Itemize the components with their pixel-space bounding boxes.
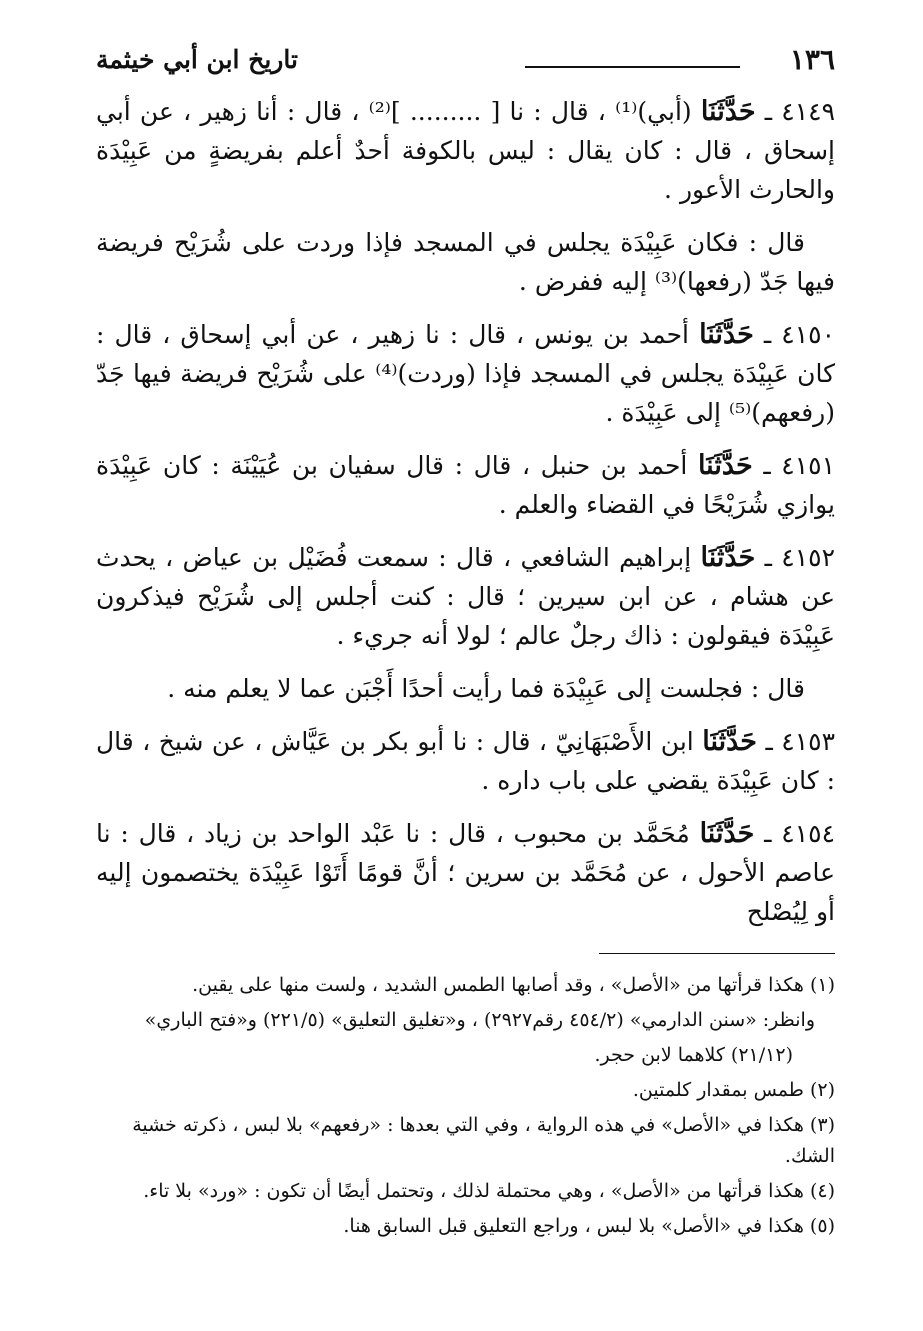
hadith-number: ٤١٥٢ xyxy=(781,543,835,572)
paragraph-text: ابن الأَصْبَهَانِيّ ، قال : نا أبو بكر بن عَيَّاش ، عن شيخ ، قال : كان عَبِيْدَة يقضي على باب داره . xyxy=(96,727,835,795)
number-dash: ـ xyxy=(755,97,782,126)
hadith-paragraph xyxy=(96,223,835,301)
number-dash: ـ xyxy=(753,320,782,349)
haddathana-keyword: حَدَّثَنَا xyxy=(699,818,755,849)
hadith-number: ٤١٥١ xyxy=(781,451,835,480)
footnote: وانظر: «سنن الدارمي» (٤٥٤/٢ رقم٢٩٢٧) ، و«تغليق التعليق» (٢٢١/٥) و«فتح الباري» xyxy=(144,1009,815,1031)
hadith-number: ٤١٥٠ xyxy=(781,320,835,349)
hadith-number: ٤١٥٣ xyxy=(781,727,835,756)
haddathana-keyword: حَدَّثَنَا xyxy=(702,726,757,757)
number-dash: ـ xyxy=(752,451,782,480)
page-number: ١٣٦ xyxy=(789,43,835,76)
hadith-paragraph xyxy=(96,538,835,655)
paragraph-text: إبراهيم الشافعي ، قال : سمعت فُضَيْل بن عياض ، يحدث عن هشام ، عن ابن سيرين ؛ قال : كنت أجلس إلى شُرَيْح فيذكرون عَبِيْدَة فيقولون : ذاك رجلٌ عالم ؛ لولا أنه جريء . xyxy=(96,543,835,650)
number-dash: ـ xyxy=(757,727,782,756)
haddathana-keyword: حَدَّثَنَا xyxy=(697,450,753,481)
paragraph-text: قال : فجلست إلى عَبِيْدَة فما رأيت أحدًا أَجْبَن عما لا يعلم منه . xyxy=(167,674,805,703)
footnote: (٢) طمس بمقدار كلمتين. xyxy=(632,1079,835,1101)
running-title: تاريخ ابن أبي خيثمة xyxy=(96,45,298,74)
paragraph-text: أحمد بن حنبل ، قال : قال سفيان بن عُيَيْنَة : كان عَبِيْدَة يوازي شُرَيْحًا في القضاء والعلم . xyxy=(96,451,835,519)
paragraph-text: مُحَمَّد بن محبوب ، قال : نا عَبْد الواحد بن زياد ، قال : نا عاصم الأحول ، عن مُحَمَّد بن سرين ؛ أنَّ قومًا أَتَوْا عَبِيْدَة يختصمون إليه أو لِيُصْلح xyxy=(96,819,835,926)
hadith-paragraph xyxy=(96,92,835,209)
paragraph-text: أحمد بن يونس ، قال : نا زهير ، عن أبي إسحاق ، قال : كان عَبِيْدَة يجلس في المسجد فإذا (وردت)⁽⁴⁾ على شُرَيْح فريضة فيها جَدّ (رفعهم)⁽⁵⁾ إلى عَبِيْدَة . xyxy=(96,320,835,427)
hadith-paragraph xyxy=(96,722,835,800)
footnote: (٥) هكذا في «الأصل» بلا لبس ، وراجع التعليق قبل السابق هنا. xyxy=(343,1215,835,1237)
header-rule xyxy=(525,66,740,68)
haddathana-keyword: حَدَّثَنَا xyxy=(700,96,756,127)
number-dash: ـ xyxy=(754,819,782,848)
footnotes xyxy=(96,970,835,1242)
footnote: (٤) هكذا قرأتها من «الأصل» ، وهي محتملة لذلك ، وتحتمل أيضًا أن تكون : «ورد» بلا تاء. xyxy=(143,1180,835,1202)
paragraph-text: (أبي)⁽¹⁾ ، قال : نا [ ......... ]⁽²⁾ ، قال : أنا زهير ، عن أبي إسحاق ، قال : كان يقال : ليس بالكوفة أحدٌ أعلم بفريضةٍ من عَبِيْدَة والحارث الأعور . xyxy=(96,97,835,204)
hadith-paragraph xyxy=(96,669,835,708)
footnote: (١) هكذا قرأتها من «الأصل» ، وقد أصابها الطمس الشديد ، ولست منها على يقين. xyxy=(192,974,835,996)
page-header xyxy=(96,40,835,80)
haddathana-keyword: حَدَّثَنَا xyxy=(700,542,756,573)
haddathana-keyword: حَدَّثَنَا xyxy=(699,319,754,350)
number-dash: ـ xyxy=(755,543,782,572)
hadith-number: ٤١٤٩ xyxy=(781,97,836,126)
footnote: (٢١/١٢) كلاهما لابن حجر. xyxy=(594,1044,793,1066)
main-text xyxy=(96,92,835,931)
hadith-number: ٤١٥٤ xyxy=(781,819,835,848)
hadith-paragraph xyxy=(96,446,835,524)
footnote-separator xyxy=(599,953,835,954)
hadith-paragraph xyxy=(96,315,835,432)
hadith-paragraph xyxy=(96,814,835,931)
paragraph-text: قال : فكان عَبِيْدَة يجلس في المسجد فإذا وردت على شُرَيْح فريضة فيها جَدّ (رفعها)⁽³⁾ إليه ففرض . xyxy=(96,228,835,296)
footnote: (٣) هكذا في «الأصل» في هذه الرواية ، وفي التي بعدها : «رفعهم» بلا لبس ، ذكرته خشية الشك. xyxy=(132,1114,835,1167)
